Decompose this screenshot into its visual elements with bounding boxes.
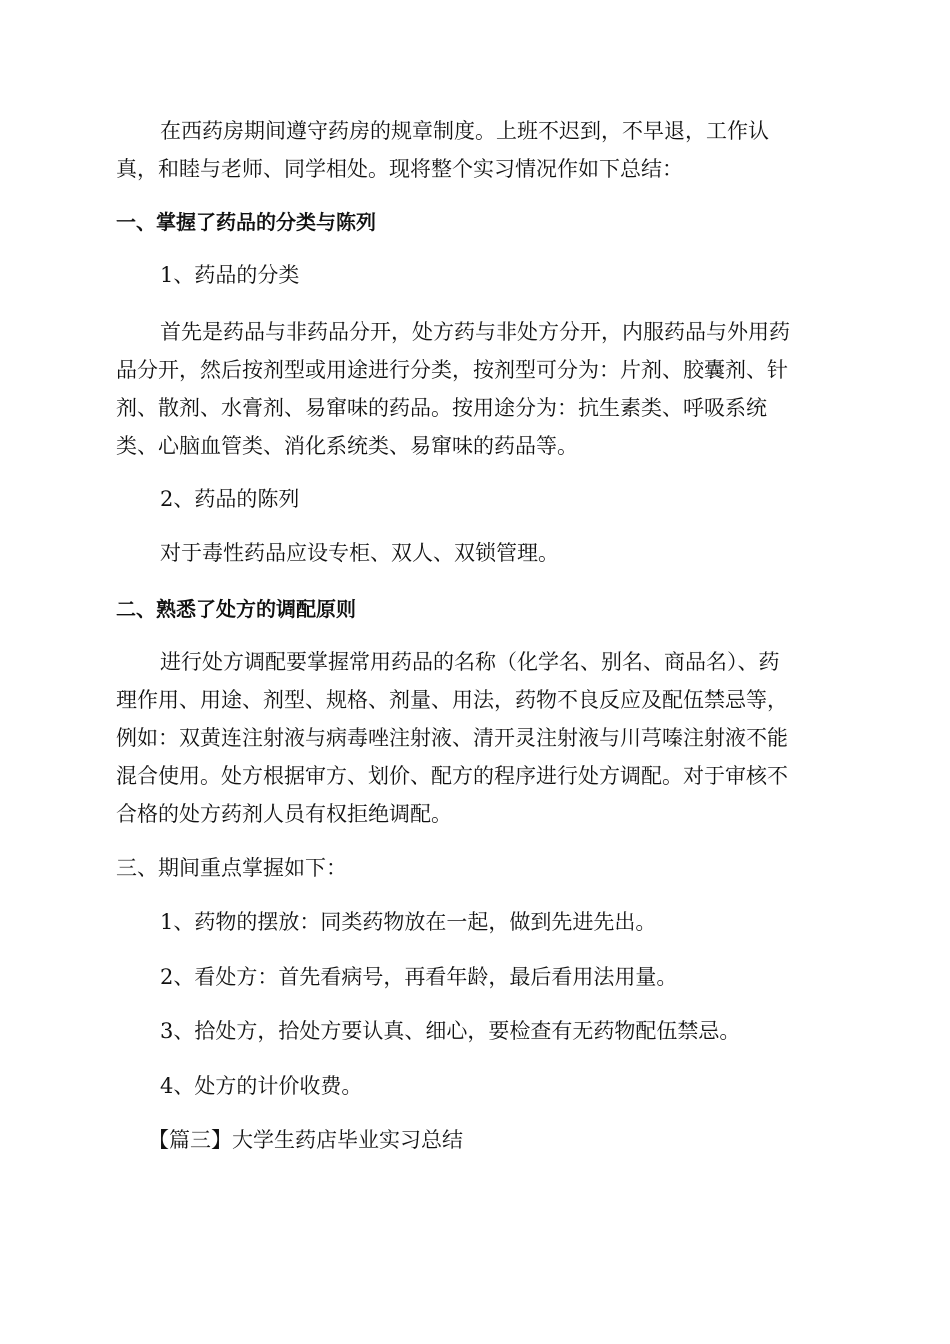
heading-3: 三、期间重点掌握如下：	[116, 856, 347, 880]
classification-line-4: 类、心脑血管类、消化系统类、易窜味的药品等。	[116, 434, 578, 458]
classification-line-2: 品分开，然后按剂型或用途进行分类，按剂型可分为：片剂、胶囊剂、针	[116, 358, 788, 382]
list-item: 1、药物的摆放：同类药物放在一起，做到先进先出。	[160, 910, 657, 934]
subheading-classification: 1、药品的分类	[160, 263, 300, 287]
intro-line-1: 在西药房期间遵守药房的规章制度。上班不迟到，不早退，工作认	[160, 119, 769, 143]
dispensing-line-4: 混合使用。处方根据审方、划价、配方的程序进行处方调配。对于审核不	[116, 764, 788, 788]
intro-paragraph	[116, 112, 836, 188]
dispensing-paragraph	[116, 643, 836, 833]
next-section-title: 【篇三】大学生药店毕业实习总结	[148, 1128, 463, 1152]
intro-line-2: 真，和睦与老师、同学相处。现将整个实习情况作如下总结：	[116, 157, 683, 181]
classification-line-3: 剂、散剂、水膏剂、易窜味的药品。按用途分为：抗生素类、呼吸系统	[116, 396, 767, 420]
display-paragraph: 对于毒性药品应设专柜、双人、双锁管理。	[160, 541, 559, 565]
list-item: 2、看处方：首先看病号，再看年龄，最后看用法用量。	[160, 965, 678, 989]
list-item: 4、处方的计价收费。	[160, 1074, 363, 1098]
classification-paragraph	[116, 313, 836, 465]
dispensing-line-5: 合格的处方药剂人员有权拒绝调配。	[116, 802, 452, 826]
heading-1: 一、掌握了药品的分类与陈列	[116, 210, 376, 234]
list-item: 3、拾处方，拾处方要认真、细心，要检查有无药物配伍禁忌。	[160, 1019, 741, 1043]
dispensing-line-1: 进行处方调配要掌握常用药品的名称（化学名、别名、商品名）、药	[160, 650, 780, 674]
classification-line-1: 首先是药品与非药品分开，处方药与非处方分开，内服药品与外用药	[160, 320, 790, 344]
subheading-display: 2、药品的陈列	[160, 487, 300, 511]
dispensing-line-3: 例如：双黄连注射液与病毒唑注射液、清开灵注射液与川芎嗪注射液不能	[116, 726, 788, 750]
dispensing-line-2: 理作用、用途、剂型、规格、剂量、用法，药物不良反应及配伍禁忌等，	[116, 688, 788, 712]
heading-2: 二、熟悉了处方的调配原则	[116, 597, 356, 621]
